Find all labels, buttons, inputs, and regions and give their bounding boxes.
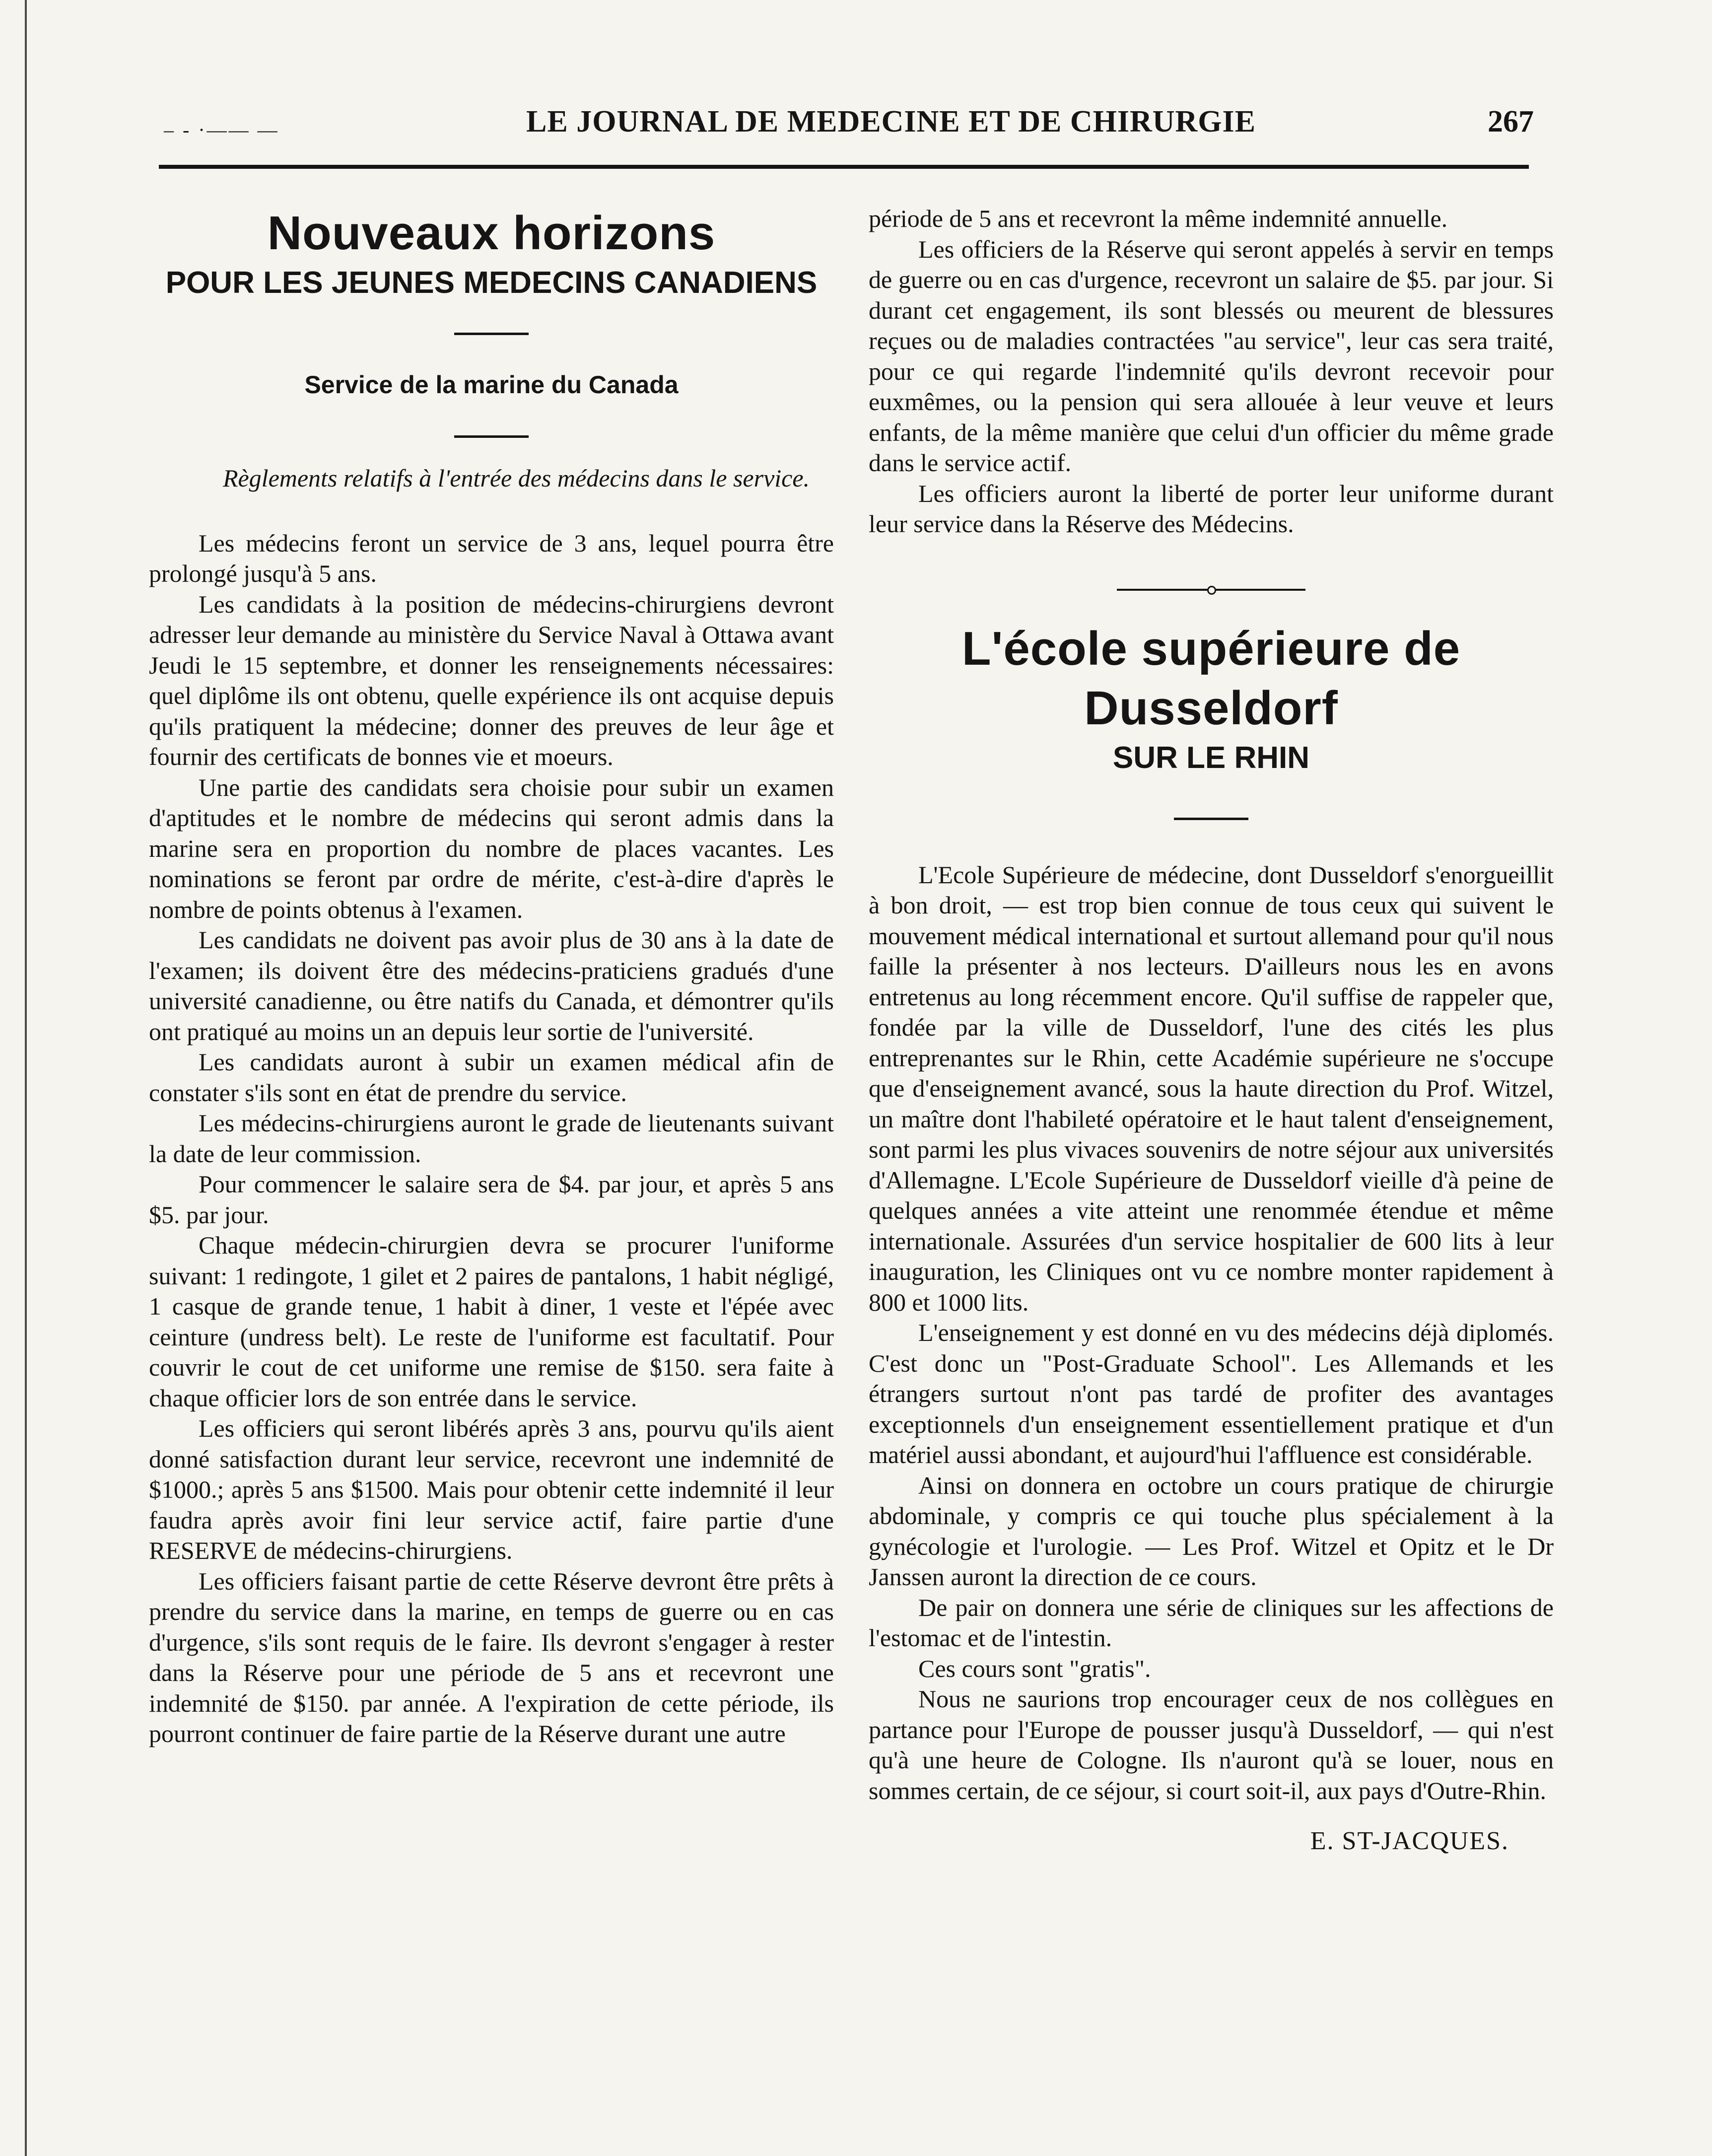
journal-title: LE JOURNAL DE MEDECINE ET DE CHIRURGIE (526, 105, 1256, 139)
paragraph: Chaque médecin-chirurgien devra se procurer l'uniforme suivant: 1 redingote, 1 gilet et 2 paires de pantalons, 1 habit négligé, 1 casque de grande tenue, 1 habit à diner, 1 veste et l'épée avec ceinture (undress belt). Le reste de l'uniforme est facultatif. Pour couvrir le cout de cet uniforme une remise de $150. sera faite à chaque officier lors de son entrée dans le service. (149, 1231, 834, 1412)
paragraph: Les candidats ne doivent pas avoir plus de 30 ans à la date de l'examen; ils doivent être des médecins-praticiens gradués d'une université canadienne, ou être natifs du Canada, et démontrer qu'ils ont pratiqué au moins un an depuis leur sortie de l'université. (149, 926, 834, 1045)
article2-subtitle: SUR LE RHIN (1112, 740, 1310, 775)
paragraph: Les médecins-chirurgiens auront le grade de lieutenants suivant la date de leur commission. (149, 1109, 834, 1168)
paragraph: Nous ne saurions trop encourager ceux de nos collègues en partance pour l'Europe de pousser jusqu'à Dusseldorf, — qui n'est qu'à une heure de Cologne. Ils n'auront qu'à se louer, nous en sommes certain, de ce séjour, si court soit-il, aux pays d'Outre-Rhin. (869, 1685, 1554, 1805)
page-header (164, 104, 1534, 149)
paragraph: Les officiers de la Réserve qui seront appelés à servir en temps de guerre ou en cas d'urgence, recevront un salaire de $5. par jour. Si durant cet engagement, ils sont blessés ou meurent de blessures reçues ou de maladies contractées "au service", leur cas sera traité, pour ce qui regarde l'indemnité qu'ils devront recevoir pour euxmêmes, ou la pension qui sera allouée à leur veuve et leurs enfants, de la même manière que celui d'un officier du même grade dans le service actif. (869, 235, 1554, 477)
paragraph: Les officiers qui seront libérés après 3 ans, pourvu qu'ils aient donné satisfaction durant leur service, recevront une indemnité de $1000.; après 5 ans $1500. Mais pour obtenir cette indemnité il leur faudra après avoir fini leur service actif, faire partie d'une RESERVE de médecins-chirurgiens. (149, 1414, 834, 1564)
signature: E. ST-JACQUES. (1310, 1827, 1509, 1855)
paragraph: Ces cours sont "gratis". (918, 1654, 1151, 1682)
paragraph: De pair on donnera une série de cliniques sur les affections de l'estomac et de l'intestin. (869, 1593, 1554, 1652)
paragraph: Les officiers faisant partie de cette Réserve devront être prêts à prendre du service dans la marine, en temps de guerre ou en cas d'urgence, s'ils sont requis de le faire. Ils devront s'engager à rester dans la Réserve pour une période de 5 ans et recevront une indemnité de $150. par année. A l'expiration de cette période, ils pourront continuer de faire partie de la Réserve durant une autre (149, 1567, 834, 1747)
paragraph: L'Ecole Supérieure de médecine, dont Dusseldorf s'enorgueillit à bon droit, — est trop bien connue de tous ceux qui suivent le mouvement médical international et surtout allemand pour qu'il nous faille la présenter à nos lecteurs. D'ailleurs nous les en avons entretenus au long récemment encore. Qu'il suffise de rappeler que, fondée par la ville de Dusseldorf, l'une des cités les plus entreprenantes sur le Rhin, cette Académie supérieure ne s'occupe que d'enseignement avancé, sous la haute direction du Prof. Witzel, un maître dont l'habileté opératoire et le haut talent d'enseignement, sont parmi les plus vivaces souvenirs de notre séjour aux universités d'Allemagne. L'Ecole Supérieure de Dusseldorf vieille d'à peine de quelques années a vite atteint une renommée étendue et même internationale. Assurées d'un service hospitalier de 600 lits à leur inauguration, les Cliniques ont vu ce nombre monter rapidement à 800 et 1000 lits. (869, 860, 1554, 1316)
ornamental-dot (1207, 586, 1216, 595)
paragraph: Les candidats auront à subir un examen médical afin de constater s'ils sont en état de prendre du service. (149, 1048, 834, 1107)
header-rule (159, 165, 1529, 169)
paragraph: Pour commencer le salaire sera de $4. par jour, et après 5 ans $5. par jour. (149, 1170, 834, 1229)
article1-subtitle: POUR LES JEUNES MEDECINS CANADIENS (165, 266, 818, 300)
header-dash-marks: – - ·—— — (164, 119, 279, 141)
paragraph: période de 5 ans et recevront la même indemnité annuelle. (869, 205, 1448, 232)
right-column (869, 204, 1554, 1857)
paragraph: Les officiers auront la liberté de porter leur uniforme durant leur service dans la Réserve des Médecins. (869, 479, 1554, 538)
article1-intro: Règlements relatifs à l'entrée des médecins dans le service. (222, 464, 810, 492)
paragraph: Les médecins feront un service de 3 ans, lequel pourra être prolongé jusqu'à 5 ans. (149, 529, 834, 587)
paragraph: L'enseignement y est donné en vu des médecins déjà diplomés. C'est donc un "Post-Graduate School". Les Allemands et les étrangers surtout n'ont pas tardé de profiter des avantages exceptionnels d'un enseignement essentiellement pratique et d'un matériel aussi abondant, et aujourd'hui l'affluence est considérable. (869, 1319, 1554, 1468)
left-column (149, 204, 834, 1749)
paragraph: Une partie des candidats sera choisie pour subir un examen d'aptitudes et le nombre de médecins qui seront admis dans la marine sera en proportion du nombre de places vacantes. Les nominations se feront par ordre de mérite, c'est-à-dire d'après le nombre de points obtenus à l'examen. (149, 773, 834, 923)
section-heading: Service de la marine du Canada (304, 371, 679, 399)
paragraph: Les candidats à la position de médecins-chirurgiens devront adresser leur demande au ministère du Service Naval à Ottawa avant Jeudi le 15 septembre, et donner les renseignements nécessaires: quel diplôme ils ont obtenu, quelle expérience ils ont acquise depuis qu'ils pratiquent la médecine; donner des preuves de leur âge et fournir des certificats de bonnes vie et moeurs. (149, 590, 834, 770)
page-number: 267 (1488, 105, 1534, 139)
paragraph: Ainsi on donnera en octobre un cours pratique de chirurgie abdominale, y compris ce qui touche plus spécialement à la gynécologie et l'urologie. — Les Prof. Witzel et Opitz et le Dr Janssen auront la direction de ce cours. (869, 1471, 1554, 1591)
ornamental-divider (1117, 584, 1305, 594)
scan-edge (25, 0, 27, 2156)
article1-title: Nouveaux horizons (267, 207, 716, 260)
article2-title: L'école supérieure de Dusseldorf (961, 622, 1461, 735)
